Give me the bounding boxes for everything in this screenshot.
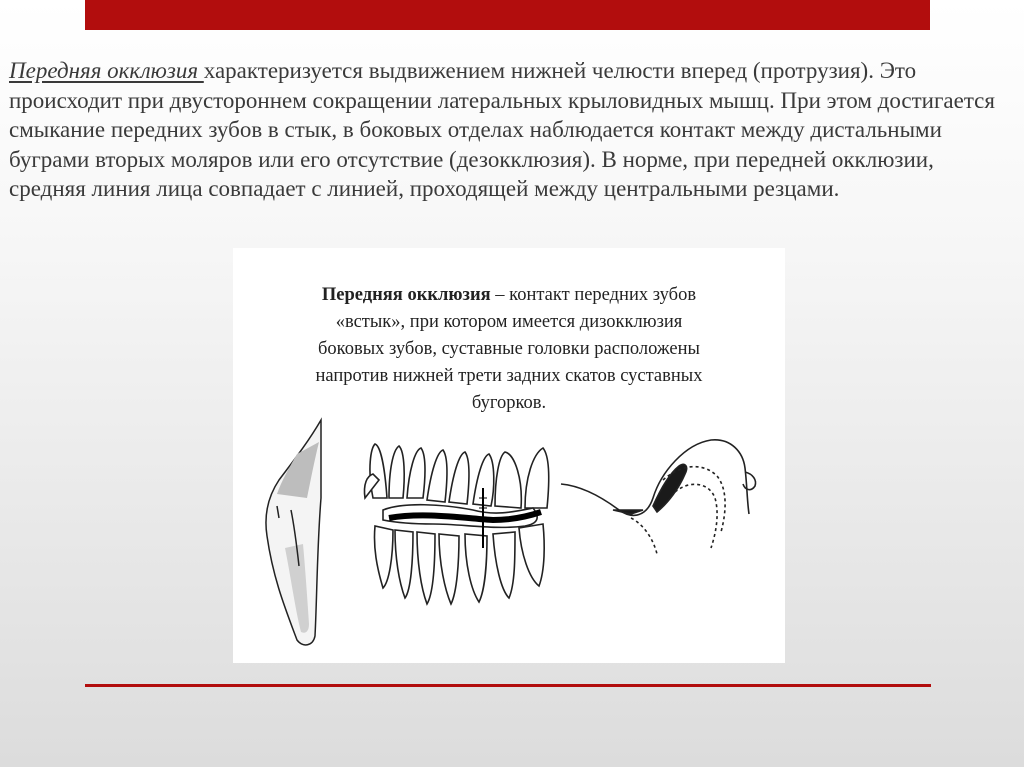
occlusion-figure [233, 248, 785, 663]
caption-line-3: боковых зубов, суставные головки расположены [318, 339, 700, 359]
caption-line-2: «встык», при котором имеется дизокклюзия [335, 312, 683, 332]
tmj-joint-icon [561, 440, 756, 554]
caption-line-1-rest: – контакт передних зубов [490, 285, 697, 305]
bottom-accent-line [85, 684, 931, 687]
caption-line-5: бугорков. [471, 393, 547, 413]
caption-term: Передняя окклюзия [321, 285, 491, 305]
incisor-profile-icon [266, 420, 321, 645]
top-accent-bar [85, 0, 930, 30]
dental-arch-icon [364, 444, 548, 604]
paragraph-text: характеризуется выдвижением нижней челюсти вперед (протрузия). Это происходит при двустороннем сокращении латеральных крыловидных мышц. При этом достигается смыкание передних зубов в стык, в боковых отделах наблюдается контакт между дистальными буграми вторых моляров или его отсутствие (дезокклюзия). В норме, при передней окклюзии, средняя линия лица совпадает с линией, проходящей между центральными резцами. [9, 58, 995, 201]
dental-illustration [233, 248, 785, 663]
term-anterior-occlusion: Передняя окклюзия [9, 58, 204, 83]
body-paragraph [9, 56, 1009, 204]
caption-line-4: напротив нижней трети задних скатов суставных [315, 366, 703, 386]
